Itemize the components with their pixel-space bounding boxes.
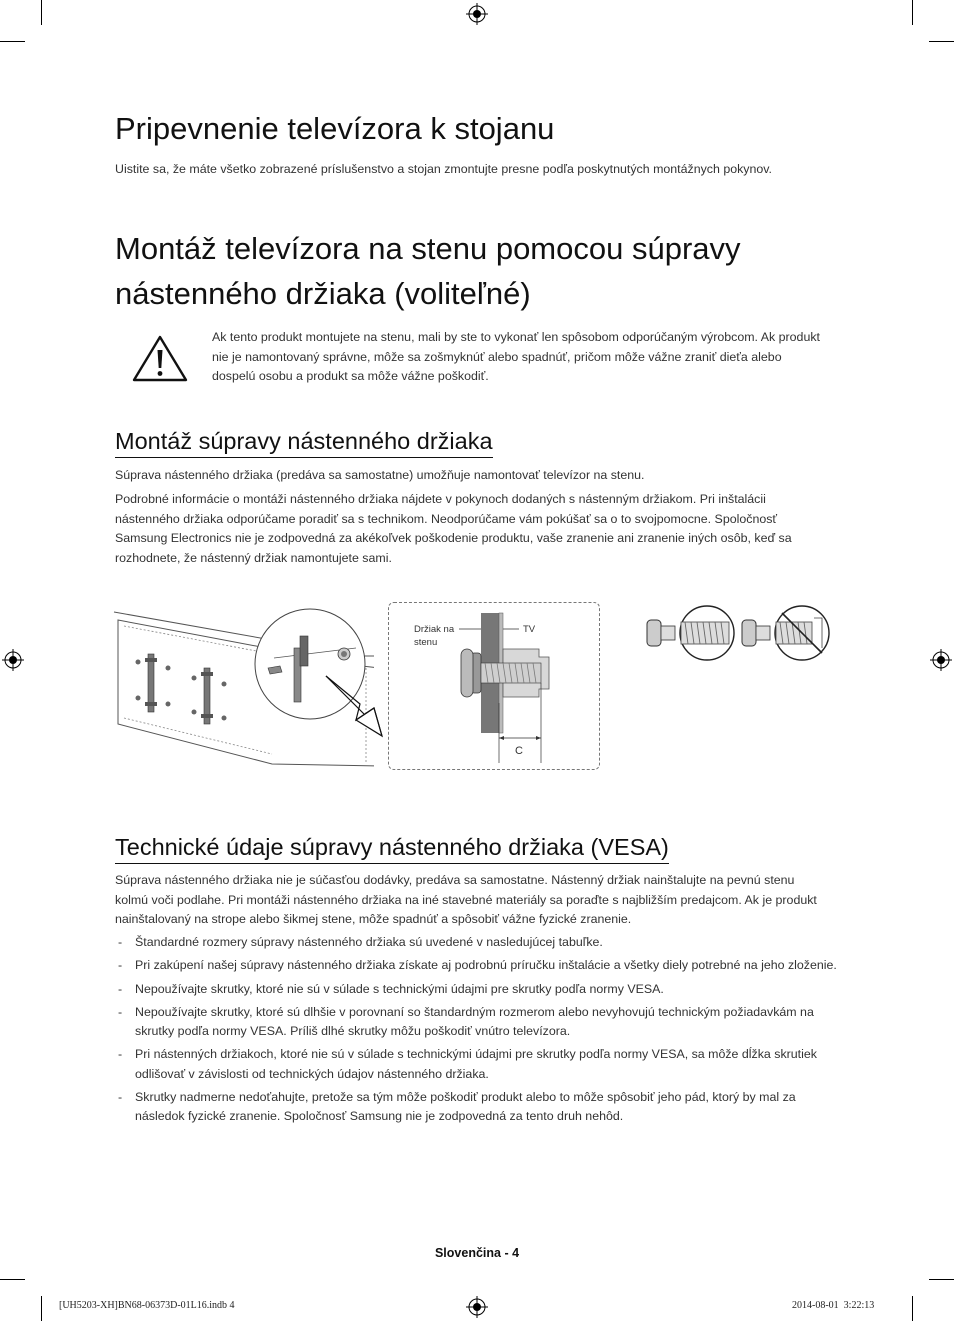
label-tv: TV — [523, 624, 536, 635]
registration-mark-icon — [466, 3, 488, 25]
page-number: Slovenčina - 4 — [434, 1246, 520, 1260]
crop-mark — [929, 41, 954, 42]
label-c: C — [515, 745, 523, 757]
crop-mark — [41, 1296, 42, 1321]
print-timestamp: 2014-08-01 ​ 3:22:13 — [792, 1300, 875, 1311]
crop-mark — [912, 0, 913, 25]
crop-mark — [929, 1279, 954, 1280]
intro-text: Uistite sa, že máte všetko zobrazené príslušenstvo a stojan zmontujte presne podľa poskytnutých montážnych pokynov. — [115, 162, 772, 176]
label-bracket-line2: stenu — [414, 637, 438, 648]
list-item: - Pri zakúpení našej súpravy nástenného držiaka získate aj podrobnú príručku inštalácie a všetky diely potrebné na jeho zloženie. — [115, 956, 840, 975]
cross-section-diagram — [389, 603, 599, 769]
incorrect-screw-icon — [740, 602, 832, 664]
list-item: - Skrutky nadmerne nedoťahujte, pretože sa tým môže poškodiť produkt alebo to môže spôsobiť jeho pád, ktorý by mal za následok fyzické zranenie. Spoločnosť Samsung nie je zodpovedná za tento druh nehôd. — [115, 1088, 840, 1127]
wall-mount-kit-heading: Montáž súpravy nástenného držiaka — [115, 428, 493, 458]
vesa-heading: Technické údaje súpravy nástenného držiaka (VESA) — [115, 834, 669, 864]
list-item: - Pri nástenných držiakoch, ktoré nie sú v súlade s technickými údajmi pre skrutky podľa normy VESA, sa môže dĺžka skrutiek odlišovať v závislosti od technických údajov nástenného držiaka. — [115, 1045, 840, 1084]
kit-info-text: Súprava nástenného držiaka (predáva sa samostatne) umožňuje namontovať televízor na stenu. — [115, 468, 645, 482]
list-item: - Nepoužívajte skrutky, ktoré sú dlhšie v porovnaní so štandardným rozmerom alebo nevyhovujú technickým požiadavkám na skrutky podľa normy VESA. Príliš dlhé skrutky môžu poškodiť vnútro televízora. — [115, 1003, 840, 1042]
zoom-arrow-icon — [322, 664, 388, 742]
file-name: [UH5203-XH]BN68-06373D-01L16.indb 4 — [59, 1300, 235, 1311]
page-title: Pripevnenie televízora k stojanu — [115, 111, 555, 146]
wall-mount-title-line2: nástenného držiaka (voliteľné) — [115, 276, 531, 311]
crop-mark — [41, 0, 42, 25]
registration-mark-icon — [930, 649, 952, 671]
crop-mark — [0, 1279, 25, 1280]
correct-screw-icon — [645, 602, 737, 662]
registration-mark-icon — [466, 1296, 488, 1318]
warning-text: Ak tento produkt montujete na stenu, mali by ste to vykonať len spôsobom odporúčaným výrobcom. Ak produkt nie je namontovaný správne, môže sa zošmyknúť alebo spadnúť, pričom môže vážne zraniť dieťa alebo dospelú osobu a produkt sa môže vážne poškodiť. — [212, 330, 820, 383]
kit-details-text: Podrobné informácie o montáži nástenného držiaka nájdete v pokynoch dodaných s nástenným držiakom. Pri inštalácii nástenného držiaka odporúčame poradiť sa s technikom. Neodporúčame vám pokúšať sa o to svojpomocne. Spoločnosť Samsung Electronics nie je zodpovedná za akékoľvek poškodenie produktu, vaše zranenie ani zranenie iných osôb, keď sa rozhodnete, že nástenný držiak namontujete sami. — [115, 492, 792, 565]
crop-mark — [0, 41, 25, 42]
list-item: - Štandardné rozmery súpravy nástenného držiaka sú uvedené v nasledujúcej tabuľke. — [115, 933, 840, 952]
vesa-intro-text: Súprava nástenného držiaka nie je súčasťou dodávky, predáva sa samostatne. Nástenný držiak nainštalujte na pevnú stenu kolmú voči podlahe. Pri montáži nástenného držiaka na iné stavebné materiály sa poraďte s najbližším predajcom. Ak je produkt nainštalovaný na strope alebo šikmej stene, môže spadnúť a spôsobiť vážne fyzické zranenie. — [115, 873, 817, 926]
crop-mark — [912, 1296, 913, 1321]
wall-mount-title — [115, 226, 741, 316]
label-bracket-line1: Držiak na — [414, 624, 455, 635]
list-item: - Nepoužívajte skrutky, ktoré nie sú v súlade s technickými údajmi pre skrutky podľa normy VESA. — [115, 980, 840, 999]
vesa-notes-list — [115, 933, 840, 1131]
registration-mark-icon — [2, 649, 24, 671]
wall-mount-title-line1: Montáž televízora na stenu pomocou súpravy — [115, 231, 741, 266]
warning-icon — [131, 334, 189, 384]
